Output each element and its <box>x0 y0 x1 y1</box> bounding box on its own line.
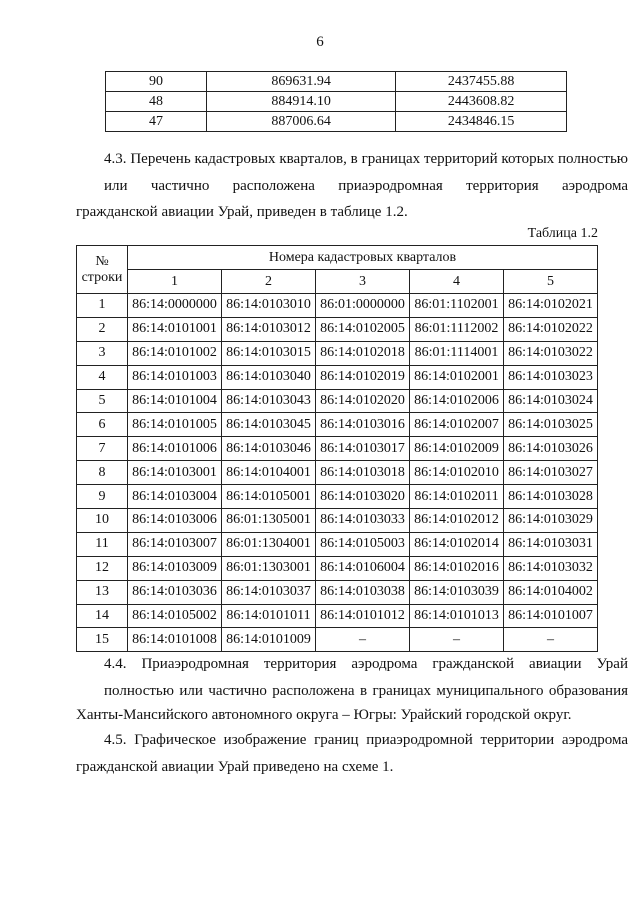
cadastral-number-cell: 86:14:0000000 <box>128 294 222 318</box>
cadastral-number-cell: 86:14:0101013 <box>410 604 504 628</box>
cadastral-number-cell: 86:14:0103001 <box>128 461 222 485</box>
column-number-header: 1 <box>128 270 222 294</box>
section-4-4-paragraph: 4.4. Приаэродромная территория аэродрома гражданской авиации Урай полностью или частично расположена в границах муниципального образования <box>104 656 628 699</box>
cadastral-number-cell: 86:14:0103038 <box>316 580 410 604</box>
table-row <box>77 389 598 413</box>
cadastral-number-cell: 86:01:1305001 <box>222 509 316 533</box>
cadastral-number-cell: 86:14:0101009 <box>222 628 316 652</box>
cadastral-number-cell: 86:14:0103012 <box>222 317 316 341</box>
coordinates-table <box>105 71 567 132</box>
row-number-header-symbol: № <box>95 253 109 269</box>
table-row <box>77 437 598 461</box>
cadastral-number-cell: 86:14:0101005 <box>128 413 222 437</box>
cadastral-number-cell: 86:14:0102022 <box>504 317 598 341</box>
table-row <box>77 580 598 604</box>
cadastral-number-cell: 86:14:0102007 <box>410 413 504 437</box>
row-number-cell: 1 <box>77 294 128 318</box>
cadastral-number-cell: 86:14:0103039 <box>410 580 504 604</box>
cadastral-number-cell: 86:01:1112002 <box>410 317 504 341</box>
coords-cell: 869631.94 <box>206 72 395 92</box>
cadastral-number-cell: 86:14:0103015 <box>222 341 316 365</box>
cadastral-number-cell: 86:14:0103037 <box>222 580 316 604</box>
cadastral-number-cell: 86:14:0101004 <box>128 389 222 413</box>
cadastral-number-cell: 86:14:0101001 <box>128 317 222 341</box>
table-row <box>77 294 598 318</box>
cadastral-number-cell: 86:14:0102012 <box>410 509 504 533</box>
coords-cell: 48 <box>106 92 207 112</box>
cadastral-number-cell: 86:14:0103006 <box>128 509 222 533</box>
coords-cell: 2434846.15 <box>396 112 567 132</box>
cadastral-number-cell: 86:01:1303001 <box>222 556 316 580</box>
cadastral-number-cell: 86:01:1114001 <box>410 341 504 365</box>
quarters-group-header: Номера кадастровых кварталов <box>128 246 598 270</box>
cadastral-number-cell: 86:14:0105003 <box>316 532 410 556</box>
cadastral-number-cell: 86:14:0102019 <box>316 365 410 389</box>
table-row <box>77 485 598 509</box>
row-number-header <box>77 246 128 294</box>
cadastral-number-cell: 86:14:0103022 <box>504 341 598 365</box>
row-number-cell: 7 <box>77 437 128 461</box>
row-number-cell: 13 <box>77 580 128 604</box>
section-4-5-paragraph-end: гражданской авиации Урай приведено на схеме 1. <box>76 759 394 775</box>
coords-cell: 887006.64 <box>206 112 395 132</box>
cadastral-number-cell: 86:14:0102014 <box>410 532 504 556</box>
coords-cell: 47 <box>106 112 207 132</box>
column-number-header: 3 <box>316 270 410 294</box>
table-caption: Таблица 1.2 <box>527 226 598 241</box>
column-number-header: 5 <box>504 270 598 294</box>
row-number-cell: 6 <box>77 413 128 437</box>
cadastral-number-cell: 86:14:0105002 <box>128 604 222 628</box>
column-number-header: 2 <box>222 270 316 294</box>
coords-cell: 2443608.82 <box>396 92 567 112</box>
cadastral-number-cell: 86:14:0101008 <box>128 628 222 652</box>
column-number-header: 4 <box>410 270 504 294</box>
cadastral-number-cell: 86:14:0102006 <box>410 389 504 413</box>
cadastral-number-cell: 86:14:0102009 <box>410 437 504 461</box>
cadastral-number-cell: 86:14:0103031 <box>504 532 598 556</box>
cadastral-number-cell: – <box>504 628 598 652</box>
table-row <box>77 628 598 652</box>
row-number-cell: 4 <box>77 365 128 389</box>
table-row <box>77 532 598 556</box>
cadastral-number-cell: 86:14:0102001 <box>410 365 504 389</box>
cadastral-number-cell: 86:14:0101007 <box>504 604 598 628</box>
table-row <box>77 509 598 533</box>
cadastral-number-cell: 86:14:0105001 <box>222 485 316 509</box>
cadastral-number-cell: 86:14:0102016 <box>410 556 504 580</box>
section-4-5-paragraph: 4.5. Графическое изображение границ приаэродромной территории аэродрома <box>104 732 628 748</box>
cadastral-number-cell: 86:14:0103018 <box>316 461 410 485</box>
cadastral-number-cell: 86:14:0103043 <box>222 389 316 413</box>
coords-row <box>106 92 567 112</box>
cadastral-number-cell: – <box>316 628 410 652</box>
cadastral-number-cell: 86:14:0103016 <box>316 413 410 437</box>
cadastral-number-cell: 86:14:0101002 <box>128 341 222 365</box>
cadastral-number-cell: 86:14:0102018 <box>316 341 410 365</box>
row-number-cell: 5 <box>77 389 128 413</box>
table-header-row <box>77 246 598 270</box>
table-row <box>77 604 598 628</box>
cadastral-number-cell: 86:14:0103040 <box>222 365 316 389</box>
cadastral-number-cell: 86:14:0106004 <box>316 556 410 580</box>
cadastral-number-cell: 86:14:0103017 <box>316 437 410 461</box>
cadastral-number-cell: 86:14:0103023 <box>504 365 598 389</box>
cadastral-number-cell: 86:14:0103020 <box>316 485 410 509</box>
cadastral-number-cell: 86:01:0000000 <box>316 294 410 318</box>
cadastral-number-cell: 86:14:0103036 <box>128 580 222 604</box>
row-number-cell: 15 <box>77 628 128 652</box>
cadastral-number-cell: 86:14:0103010 <box>222 294 316 318</box>
cadastral-number-cell: 86:14:0102005 <box>316 317 410 341</box>
page-number: 6 <box>316 34 324 50</box>
row-number-cell: 8 <box>77 461 128 485</box>
cadastral-number-cell: 86:14:0103045 <box>222 413 316 437</box>
cadastral-number-cell: 86:14:0104002 <box>504 580 598 604</box>
cadastral-number-cell: 86:14:0101006 <box>128 437 222 461</box>
row-number-cell: 3 <box>77 341 128 365</box>
cadastral-number-cell: 86:14:0103029 <box>504 509 598 533</box>
cadastral-number-cell: 86:14:0102020 <box>316 389 410 413</box>
table-row <box>77 461 598 485</box>
cadastral-number-cell: 86:14:0102010 <box>410 461 504 485</box>
cadastral-number-cell: 86:14:0103004 <box>128 485 222 509</box>
coords-cell: 884914.10 <box>206 92 395 112</box>
cadastral-quarters-table <box>76 245 598 652</box>
cadastral-number-cell: 86:14:0101003 <box>128 365 222 389</box>
cadastral-number-cell: 86:14:0101012 <box>316 604 410 628</box>
row-number-cell: 12 <box>77 556 128 580</box>
row-number-cell: 11 <box>77 532 128 556</box>
table-row <box>77 365 598 389</box>
cadastral-number-cell: 86:14:0103007 <box>128 532 222 556</box>
cadastral-number-cell: 86:14:0104001 <box>222 461 316 485</box>
table-row <box>77 556 598 580</box>
row-number-cell: 2 <box>77 317 128 341</box>
coords-cell: 2437455.88 <box>396 72 567 92</box>
column-number-row <box>77 270 598 294</box>
cadastral-number-cell: 86:01:1304001 <box>222 532 316 556</box>
row-number-header-label: строки <box>81 269 123 285</box>
cadastral-number-cell: 86:14:0103025 <box>504 413 598 437</box>
cadastral-number-cell: 86:14:0103024 <box>504 389 598 413</box>
cadastral-number-cell: 86:14:0103026 <box>504 437 598 461</box>
cadastral-number-cell: 86:14:0103032 <box>504 556 598 580</box>
row-number-cell: 9 <box>77 485 128 509</box>
cadastral-number-cell: 86:14:0101011 <box>222 604 316 628</box>
cadastral-number-cell: – <box>410 628 504 652</box>
cadastral-number-cell: 86:14:0103028 <box>504 485 598 509</box>
table-row <box>77 341 598 365</box>
section-4-3-paragraph: 4.3. Перечень кадастровых кварталов, в границах территорий которых полностью или частично расположена приаэродромная территория аэродрома <box>104 151 628 194</box>
coords-row <box>106 72 567 92</box>
row-number-cell: 10 <box>77 509 128 533</box>
table-row <box>77 413 598 437</box>
cadastral-number-cell: 86:01:1102001 <box>410 294 504 318</box>
section-4-3-paragraph-end: гражданской авиации Урай, приведен в таблице 1.2. <box>76 204 408 220</box>
cadastral-number-cell: 86:14:0102011 <box>410 485 504 509</box>
cadastral-number-cell: 86:14:0103009 <box>128 556 222 580</box>
section-4-4-paragraph-end: Ханты-Мансийского автономного округа – Югры: Урайский городской округ. <box>76 707 572 723</box>
table-row <box>77 317 598 341</box>
cadastral-number-cell: 86:14:0103033 <box>316 509 410 533</box>
cadastral-number-cell: 86:14:0102021 <box>504 294 598 318</box>
row-number-cell: 14 <box>77 604 128 628</box>
coords-cell: 90 <box>106 72 207 92</box>
coords-row <box>106 112 567 132</box>
cadastral-number-cell: 86:14:0103046 <box>222 437 316 461</box>
cadastral-number-cell: 86:14:0103027 <box>504 461 598 485</box>
